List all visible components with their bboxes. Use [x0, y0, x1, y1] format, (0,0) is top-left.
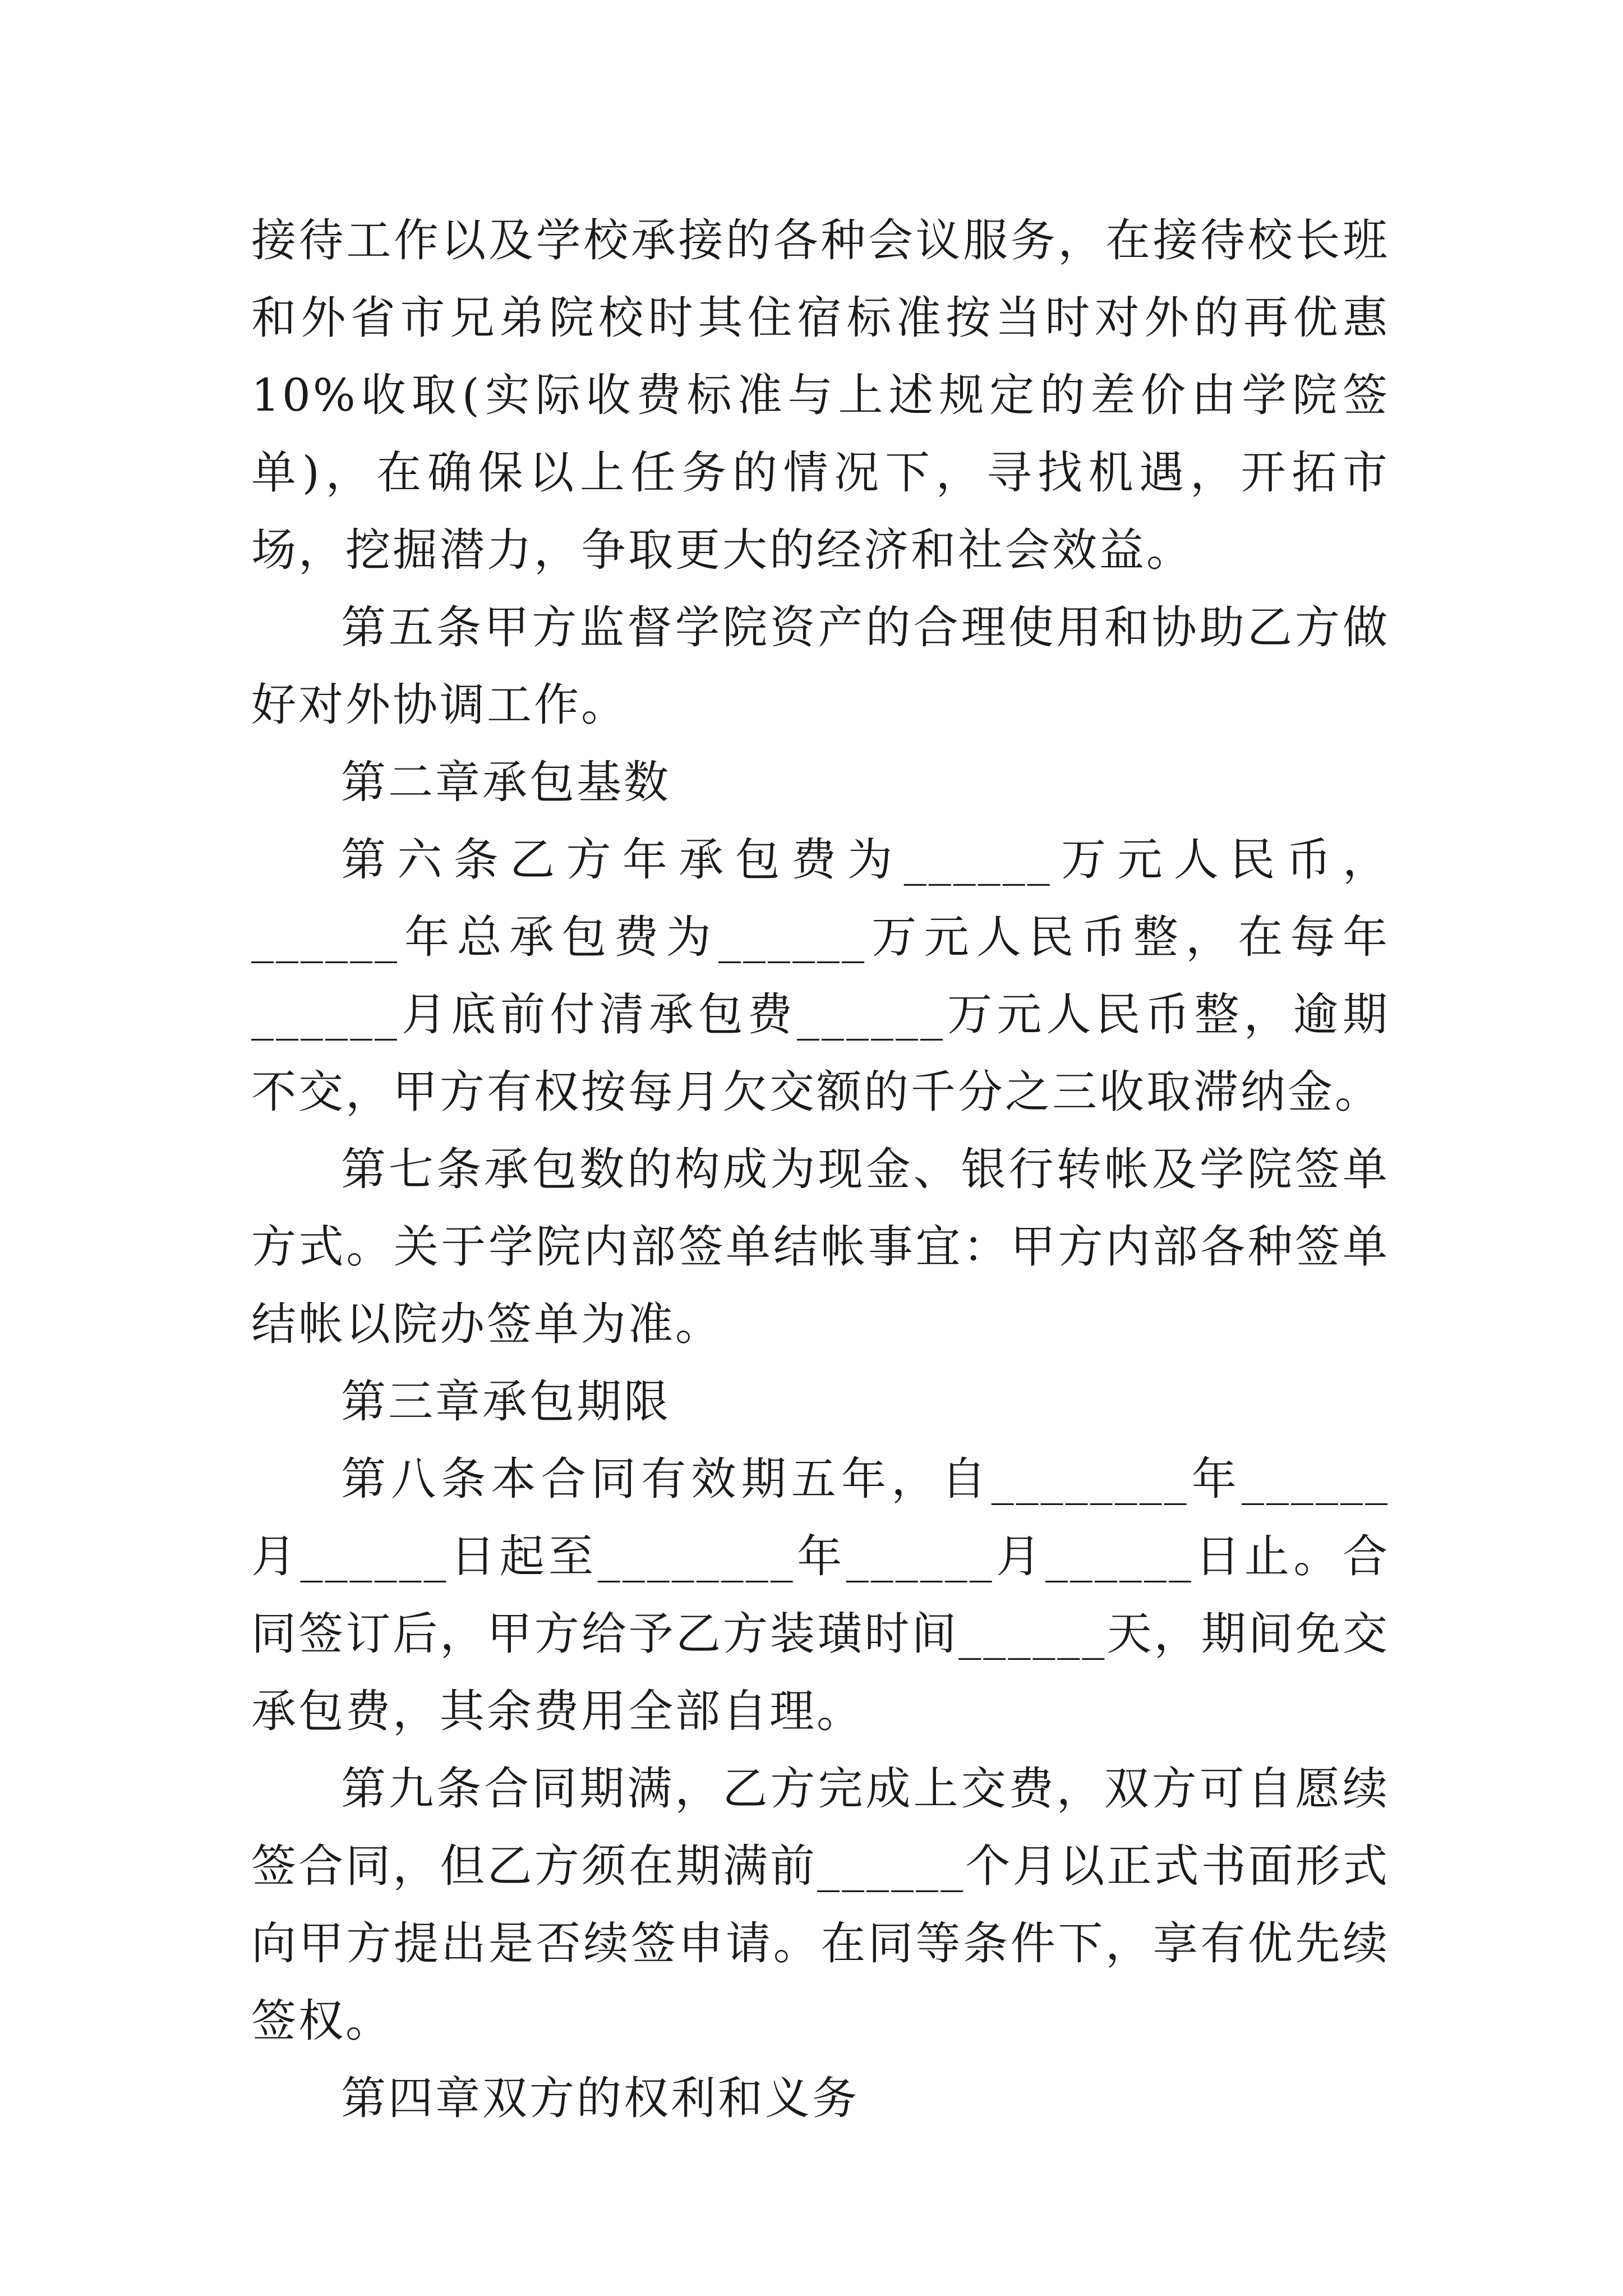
- paragraph-article-4-continued: 接待工作以及学校承接的各种会议服务，在接待校长班和外省市兄弟院校时其住宿标准按当时对外的再优惠 10%收取(实际收费标准与上述规定的差价由学院签单)，在确保以上任务的情况下，寻找机遇，开拓市场，挖掘潜力，争取更大的经济和社会效益。: [251, 214, 1390, 576]
- chapter-heading-4: 第四章双方的权利和义务: [341, 2072, 859, 2124]
- document-body: [251, 202, 1390, 2137]
- paragraph-article-5: 第五条甲方监督学院资产的合理使用和协助乙方做好对外协调工作。: [251, 601, 1390, 731]
- paragraph-article-9: 第九条合同期满，乙方完成上交费，双方可自愿续签合同，但乙方须在期满前______个月以正式书面形式向甲方提出是否续签申请。在同等条件下，享有优先续签权。: [251, 1763, 1390, 2047]
- paragraph-article-6: 第六条乙方年承包费为______万元人民币，______年总承包费为______万元人民币整，在每年______月底前付清承包费______万元人民币整，逾期不交，甲方有权按每月欠交额的千分之三收取滞纳金。: [251, 834, 1390, 1118]
- paragraph-article-8: 第八条本合同有效期五年，自________年______月______日起至________年______月______日止。合同签订后，甲方给予乙方装璜时间______天，期间免交承包费，其余费用全部自理。: [251, 1453, 1390, 1737]
- paragraph-article-7: 第七条承包数的构成为现金、银行转帐及学院签单方式。关于学院内部签单结帐事宜：甲方内部各种签单结帐以院办签单为准。: [251, 1143, 1390, 1350]
- chapter-heading-3: 第三章承包期限: [341, 1375, 671, 1428]
- chapter-heading-2: 第二章承包基数: [341, 756, 671, 808]
